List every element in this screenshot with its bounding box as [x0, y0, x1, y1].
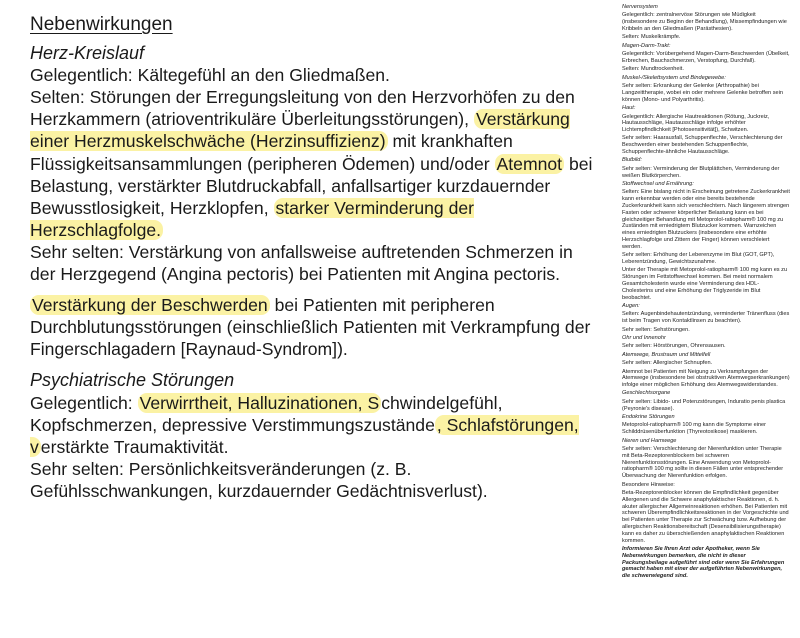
highlight-verwirrtheit: Verwirrtheit, Halluzinationen, S — [139, 392, 380, 413]
text: erstärkte Traumaktivität. — [40, 436, 229, 457]
side-heading-hinweise: Besondere Hinweise: — [622, 481, 675, 488]
highlight-schlafstoerungen: , Schlafstörungen, v — [30, 414, 579, 457]
highlight-beschwerden: Verstärkung der Beschwerden — [32, 295, 268, 316]
paragraph-psych-gelegentlich — [30, 392, 596, 458]
section-title-psychiatrische-stoerungen: Psychiatrische Störungen — [30, 370, 235, 391]
paragraph-sehr-selten — [30, 241, 596, 285]
side-text: Sehr selten: Verminderung der Blutplättchen, Verminderung der weißen Blutkörperchen. — [622, 165, 780, 179]
side-text: Beta-Rezeptorenblocker können die Empfindlichkeit gegenüber Allergenen und die Schwere anaphylaktischer Reaktionen, d. h. akuter allergischer Allgemeinreaktionen erhöhen. Bei Patienten mit schweren Überempfindlichkeitsreaktionen in der Vorgeschichte und bei Patienten unter Therapie zur Schwächung bzw. Aufhebung der allergischen Reaktionsbereitschaft (Desensibilisierungstherapie) kann es daher zu überschießenden anaphylaktischen Reaktionen kommen. — [622, 490, 789, 544]
side-text: Selten: Mundtrockenheit. — [622, 66, 684, 73]
highlight-atemnot: Atemnot — [496, 153, 563, 174]
side-text: Sehr selten: Hörstörungen, Ohrensausen. — [622, 343, 726, 350]
text: bei Belastung, verstärkter Blutdruckabfall, anfallsartiger kurzdauernder Bewusstlosigkeit, Herzklopfen, — [30, 153, 593, 218]
side-heading-haut: Haut: — [622, 105, 636, 112]
text: Gelegentlich: — [30, 392, 138, 413]
paragraph-psych-sehr-selten — [30, 458, 596, 502]
section-title-herz-kreislauf: Herz-Kreislauf — [30, 43, 145, 64]
side-heading-endokrine: Endokrine Störungen — [622, 414, 675, 421]
highlight-herzschlagfolge: starker Verminderung der Herzschlagfolge. — [30, 197, 475, 240]
side-text: Metoprolol-ratiopharm® 100 mg kann die Symptome einer Schilddrüsenüberfunktion (Thyreotoxikose) maskieren. — [622, 422, 767, 436]
side-text: Sehr selten: Erkrankung der Gelenke (Arthropathie) bei Langzeittherapie, wobei ein oder mehrere Gelenke betroffen sein können (Mono- und Polyarthritis). — [622, 83, 783, 103]
side-text: Gelegentlich: Vorübergehend Magen-Darm-Beschwerden (Übelkeit, Erbrechen, Bauchschmerzen, Verstopfung, Durchfall). — [622, 51, 790, 64]
text: Selten: Störungen der Erregungsleitung von den Herzvorhöfen zu den Herzkammern (atrioventrikuläre Überleitungsstörungen), — [30, 87, 575, 130]
side-text: Selten: Augenbindehautentzündung, verminderter Tränenfluss (dies ist beim Tragen von Kontaktlinsen zu beachten). — [622, 311, 790, 325]
side-text: Sehr selten: Erhöhung der Leberenzyme im Blut (GOT, GPT), Leberentzündung, Gewichtszunahme. — [622, 252, 775, 265]
side-text: Selten: Eine bislang nicht in Erscheinung getretene Zuckerkrankheit kann erkennbar werden oder eine bereits bestehende Zuckerkrankheit kann sich verschlechtern. Nach längerem strengen Fasten oder schwerer körperlicher Belastung kann es bei gleichzeitiger Behandlung mit Metoprolol-ratiopharm® 100 mg zu Zuständen mit erniedrigtem Blutzucker kommen. Warnzeichen eines erniedrigten Blutzuckers (insbesondere eine erhöhte Herzschlagfolge und Zittern der Finger) können verschleiert werden. — [622, 189, 790, 250]
side-heading-magen-darm: Magen-Darm-Trakt: — [622, 42, 671, 49]
text: bei Patienten mit peripheren Durchblutungsstörungen (einschließlich Patienten mit Verkrampfung der Fingerschlagadern [Raynaud-Syndrom]). — [30, 295, 591, 360]
highlight-herzinsuffizienz: Verstärkung einer Herzmuskelschwäche (Herzinsuffizienz) — [30, 109, 570, 152]
side-heading-stoffwechsel: Stoffwechsel und Ernährung: — [622, 181, 694, 188]
side-heading-augen: Augen: — [622, 302, 640, 309]
side-text: Gelegentlich: zentralnervöse Störungen wie Müdigkeit (insbesondere zu Beginn der Behandlung), Missempfindungen wie Kribbeln an den Gliedmaßen (Parästhesien). — [622, 12, 787, 32]
side-text: Sehr selten: Sehstörungen. — [622, 326, 690, 333]
side-text: Selten: Muskelkrämpfe. — [622, 34, 681, 41]
side-text: Gelegentlich: Allergische Hautreaktionen (Rötung, Juckreiz, Hautausschläge, Hautausschläge infolge erhöhter Lichtempfindlichkeit [Photosensitivität]), Schwitzen. — [622, 113, 770, 134]
text: Gelegentlich: Kältegefühl an den Gliedmaßen. — [30, 65, 390, 86]
side-heading-nervensystem: Nervensystem — [622, 4, 658, 10]
side-heading-geschlechtsorgane: Geschlechtsorgane — [622, 390, 671, 397]
side-text: Atemnot bei Patienten mit Neigung zu Verkrampfungen der Atemwege (insbesondere bei obstruktiven Atemwegserkrankungen) infolge einer möglichen Erhöhung des Atemwegswiderstandes. — [622, 368, 790, 389]
side-text: Sehr selten: Libido- und Potenzstörungen, Induratio penis plastica (Peyronie's disease). — [622, 398, 786, 412]
side-text: Sehr selten: Allergischer Schnupfen. — [622, 360, 713, 367]
side-text: Unter der Therapie mit Metoprolol-ratiopharm® 100 mg kann es zu Störungen im Fettstoffwechsel kommen. Bei meist normalem Gesamtcholesterin wurde eine Verminderung des HDL-Cholesterins und eine Erhöhung der Triglyzeride im Blut beobachtet. — [622, 267, 788, 301]
side-heading-blutbild: Blutbild: — [622, 157, 642, 164]
paragraph-beschwerden — [30, 294, 596, 360]
main-column — [30, 14, 596, 502]
side-heading-nieren: Nieren und Harnwege — [622, 437, 677, 444]
paragraph-gelegentlich — [30, 64, 596, 86]
spacer — [30, 285, 596, 294]
text: chwindelgefühl, Kopfschmerzen, depressive Verstimmungszustände — [30, 392, 503, 435]
text: mit krankhaften Flüssigkeitsansammlungen (peripheren Ödemen) und/oder — [30, 131, 513, 174]
side-heading-atemwege: Atemwege, Brustraum und Mittelfell — [622, 351, 711, 358]
paragraph-selten — [30, 86, 596, 241]
side-text: Sehr selten: Verschlechterung der Nierenfunktion unter Therapie mit Beta-Rezeptorenblockern bei schweren Nierenfunktionsstörungen. Eine Anwendung von Metoprolol-ratiopharm® 100 mg sollte in diesen Fällen unter entsprechender Überwachung der Nierenfunktion erfolgen. — [622, 446, 784, 480]
side-text: Sehr selten: Haarausfall, Schuppenflechte, Verschlechterung der Beschwerden einer bestehenden Schuppenflechte, Schuppenflechte-ähnliche Hautausschläge. — [622, 135, 783, 156]
side-heading-muskel: Muskel-/Skelettsystem und Bindegewebe: — [622, 74, 726, 81]
page-heading: Nebenwirkungen — [30, 14, 173, 35]
side-column — [622, 4, 790, 582]
spacer — [30, 360, 596, 369]
side-heading-ohr: Ohr und Innenohr — [622, 334, 666, 341]
text: Sehr selten: Verstärkung von anfallsweise auftretenden Schmerzen in der Herzgegend (Angina pectoris) bei Patienten mit Angina pectoris. — [30, 241, 573, 285]
side-text-informieren: Informieren Sie Ihren Arzt oder Apotheker, wenn Sie Nebenwirkungen bemerken, die nicht in dieser Packungsbeilage aufgeführt sind oder wenn Sie Erfahrungen gemacht haben mit einer der aufgeführten Nebenwirkungen, die schwerwiegend sind. — [622, 545, 785, 580]
text: Sehr selten: Persönlichkeitsveränderungen (z. B. Gefühlsschwankungen, kurzdauernder Gedächtnisverlust). — [30, 458, 488, 501]
